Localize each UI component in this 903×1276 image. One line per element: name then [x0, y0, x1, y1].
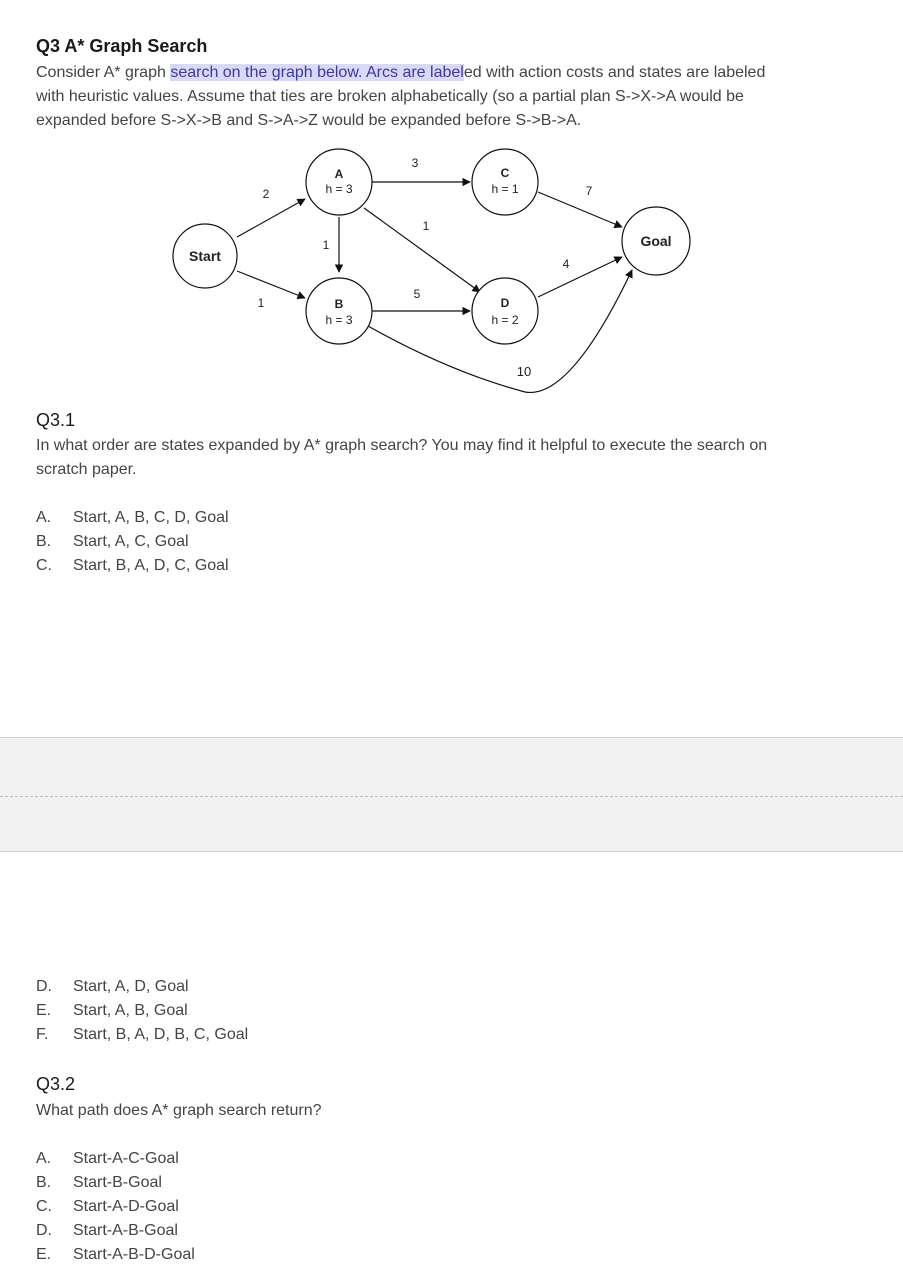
option-text: Start, A, D, Goal [73, 978, 189, 995]
node-c-label: C [500, 166, 510, 180]
q32-option-e[interactable] [36, 1243, 195, 1267]
q31-prompt [36, 434, 856, 482]
node-a [306, 149, 372, 215]
edge-start-b [237, 271, 305, 298]
q31-heading: Q3.1 [36, 410, 76, 430]
edge-label-d-goal: 4 [562, 257, 570, 271]
option-letter: C. [36, 557, 52, 574]
option-letter: A. [36, 1150, 52, 1167]
q32-heading: Q3.2 [36, 1074, 76, 1094]
option-text: Start-B-Goal [73, 1174, 162, 1191]
option-letter: D. [36, 1222, 52, 1239]
q31-option-b[interactable] [36, 530, 229, 554]
page-break-gap [0, 738, 903, 851]
node-goal [622, 207, 690, 275]
q31-option-f[interactable] [36, 1023, 248, 1047]
page-break-line-bottom [0, 851, 903, 852]
option-letter: E. [36, 1002, 52, 1019]
node-b [306, 278, 372, 344]
q32-options [36, 1147, 195, 1267]
graph-diagram [0, 0, 903, 410]
intro-line-3: expanded before S->X->B and S->A->Z would be expanded before S->B->A. [36, 112, 582, 129]
option-text: Start, A, C, Goal [73, 533, 189, 550]
q32-option-c[interactable] [36, 1195, 195, 1219]
option-letter: B. [36, 533, 52, 550]
option-letter: B. [36, 1174, 52, 1191]
edge-start-a [237, 199, 305, 237]
edge-label-start-a: 2 [262, 187, 270, 201]
node-goal-label: Goal [640, 233, 672, 249]
node-d-heuristic: h = 2 [491, 313, 519, 327]
q31-options-bottom [36, 975, 248, 1047]
q31-option-a[interactable] [36, 506, 229, 530]
q31-option-c[interactable] [36, 554, 229, 578]
edge-label-a-d: 1 [422, 219, 430, 233]
q32-option-a[interactable] [36, 1147, 195, 1171]
page-break-dashed-line [0, 796, 903, 797]
node-start-label: Start [189, 248, 221, 264]
edge-label-c-goal: 7 [585, 184, 593, 198]
node-a-heuristic: h = 3 [325, 182, 353, 196]
option-letter: A. [36, 509, 52, 526]
node-a-label: A [334, 167, 344, 181]
intro-line-1: Consider A* graph search on the graph below. Arcs are labeled with action costs and states are labeled [36, 64, 766, 81]
edge-label-b-goal: 10 [516, 364, 532, 379]
node-b-heuristic: h = 3 [325, 313, 353, 327]
node-d-label: D [500, 296, 510, 310]
option-text: Start, B, A, D, B, C, Goal [73, 1026, 249, 1043]
option-text: Start-A-B-Goal [73, 1222, 178, 1239]
option-text: Start, A, B, Goal [73, 1002, 188, 1019]
node-start [173, 224, 237, 288]
edge-label-start-b: 1 [257, 296, 265, 310]
option-text: Start, A, B, C, D, Goal [73, 509, 229, 526]
intro-line-2: with heuristic values. Assume that ties are broken alphabetically (so a partial plan S->X->A would be [36, 88, 744, 105]
option-letter: E. [36, 1246, 52, 1263]
node-c [472, 149, 538, 215]
option-letter: C. [36, 1198, 52, 1215]
q32-option-d[interactable] [36, 1219, 195, 1243]
node-d [472, 278, 538, 344]
edge-label-a-c: 3 [411, 156, 419, 170]
q31-option-d[interactable] [36, 975, 248, 999]
option-text: Start-A-B-D-Goal [73, 1246, 195, 1263]
option-text: Start-A-D-Goal [73, 1198, 179, 1215]
q31-option-e[interactable] [36, 999, 248, 1023]
question-title: Q3 A* Graph Search [36, 36, 208, 56]
q31-prompt-line-1: In what order are states expanded by A* graph search? You may find it helpful to execute the search on [36, 437, 768, 454]
selected-text-highlight[interactable]: search on the graph below. Arcs are label [170, 64, 464, 81]
edge-label-b-d: 5 [413, 287, 421, 301]
q32-prompt: What path does A* graph search return? [36, 1102, 322, 1119]
option-text: Start, B, A, D, C, Goal [73, 557, 229, 574]
q32-option-b[interactable] [36, 1171, 195, 1195]
q31-prompt-line-2: scratch paper. [36, 461, 137, 478]
edge-d-goal [538, 257, 622, 297]
node-c-heuristic: h = 1 [491, 182, 519, 196]
option-text: Start-A-C-Goal [73, 1150, 179, 1167]
edge-c-goal [538, 192, 622, 227]
node-b-label: B [334, 297, 344, 311]
q31-options-top [36, 506, 229, 578]
edge-label-a-b: 1 [322, 238, 330, 252]
option-letter: F. [36, 1026, 49, 1043]
option-letter: D. [36, 978, 52, 995]
